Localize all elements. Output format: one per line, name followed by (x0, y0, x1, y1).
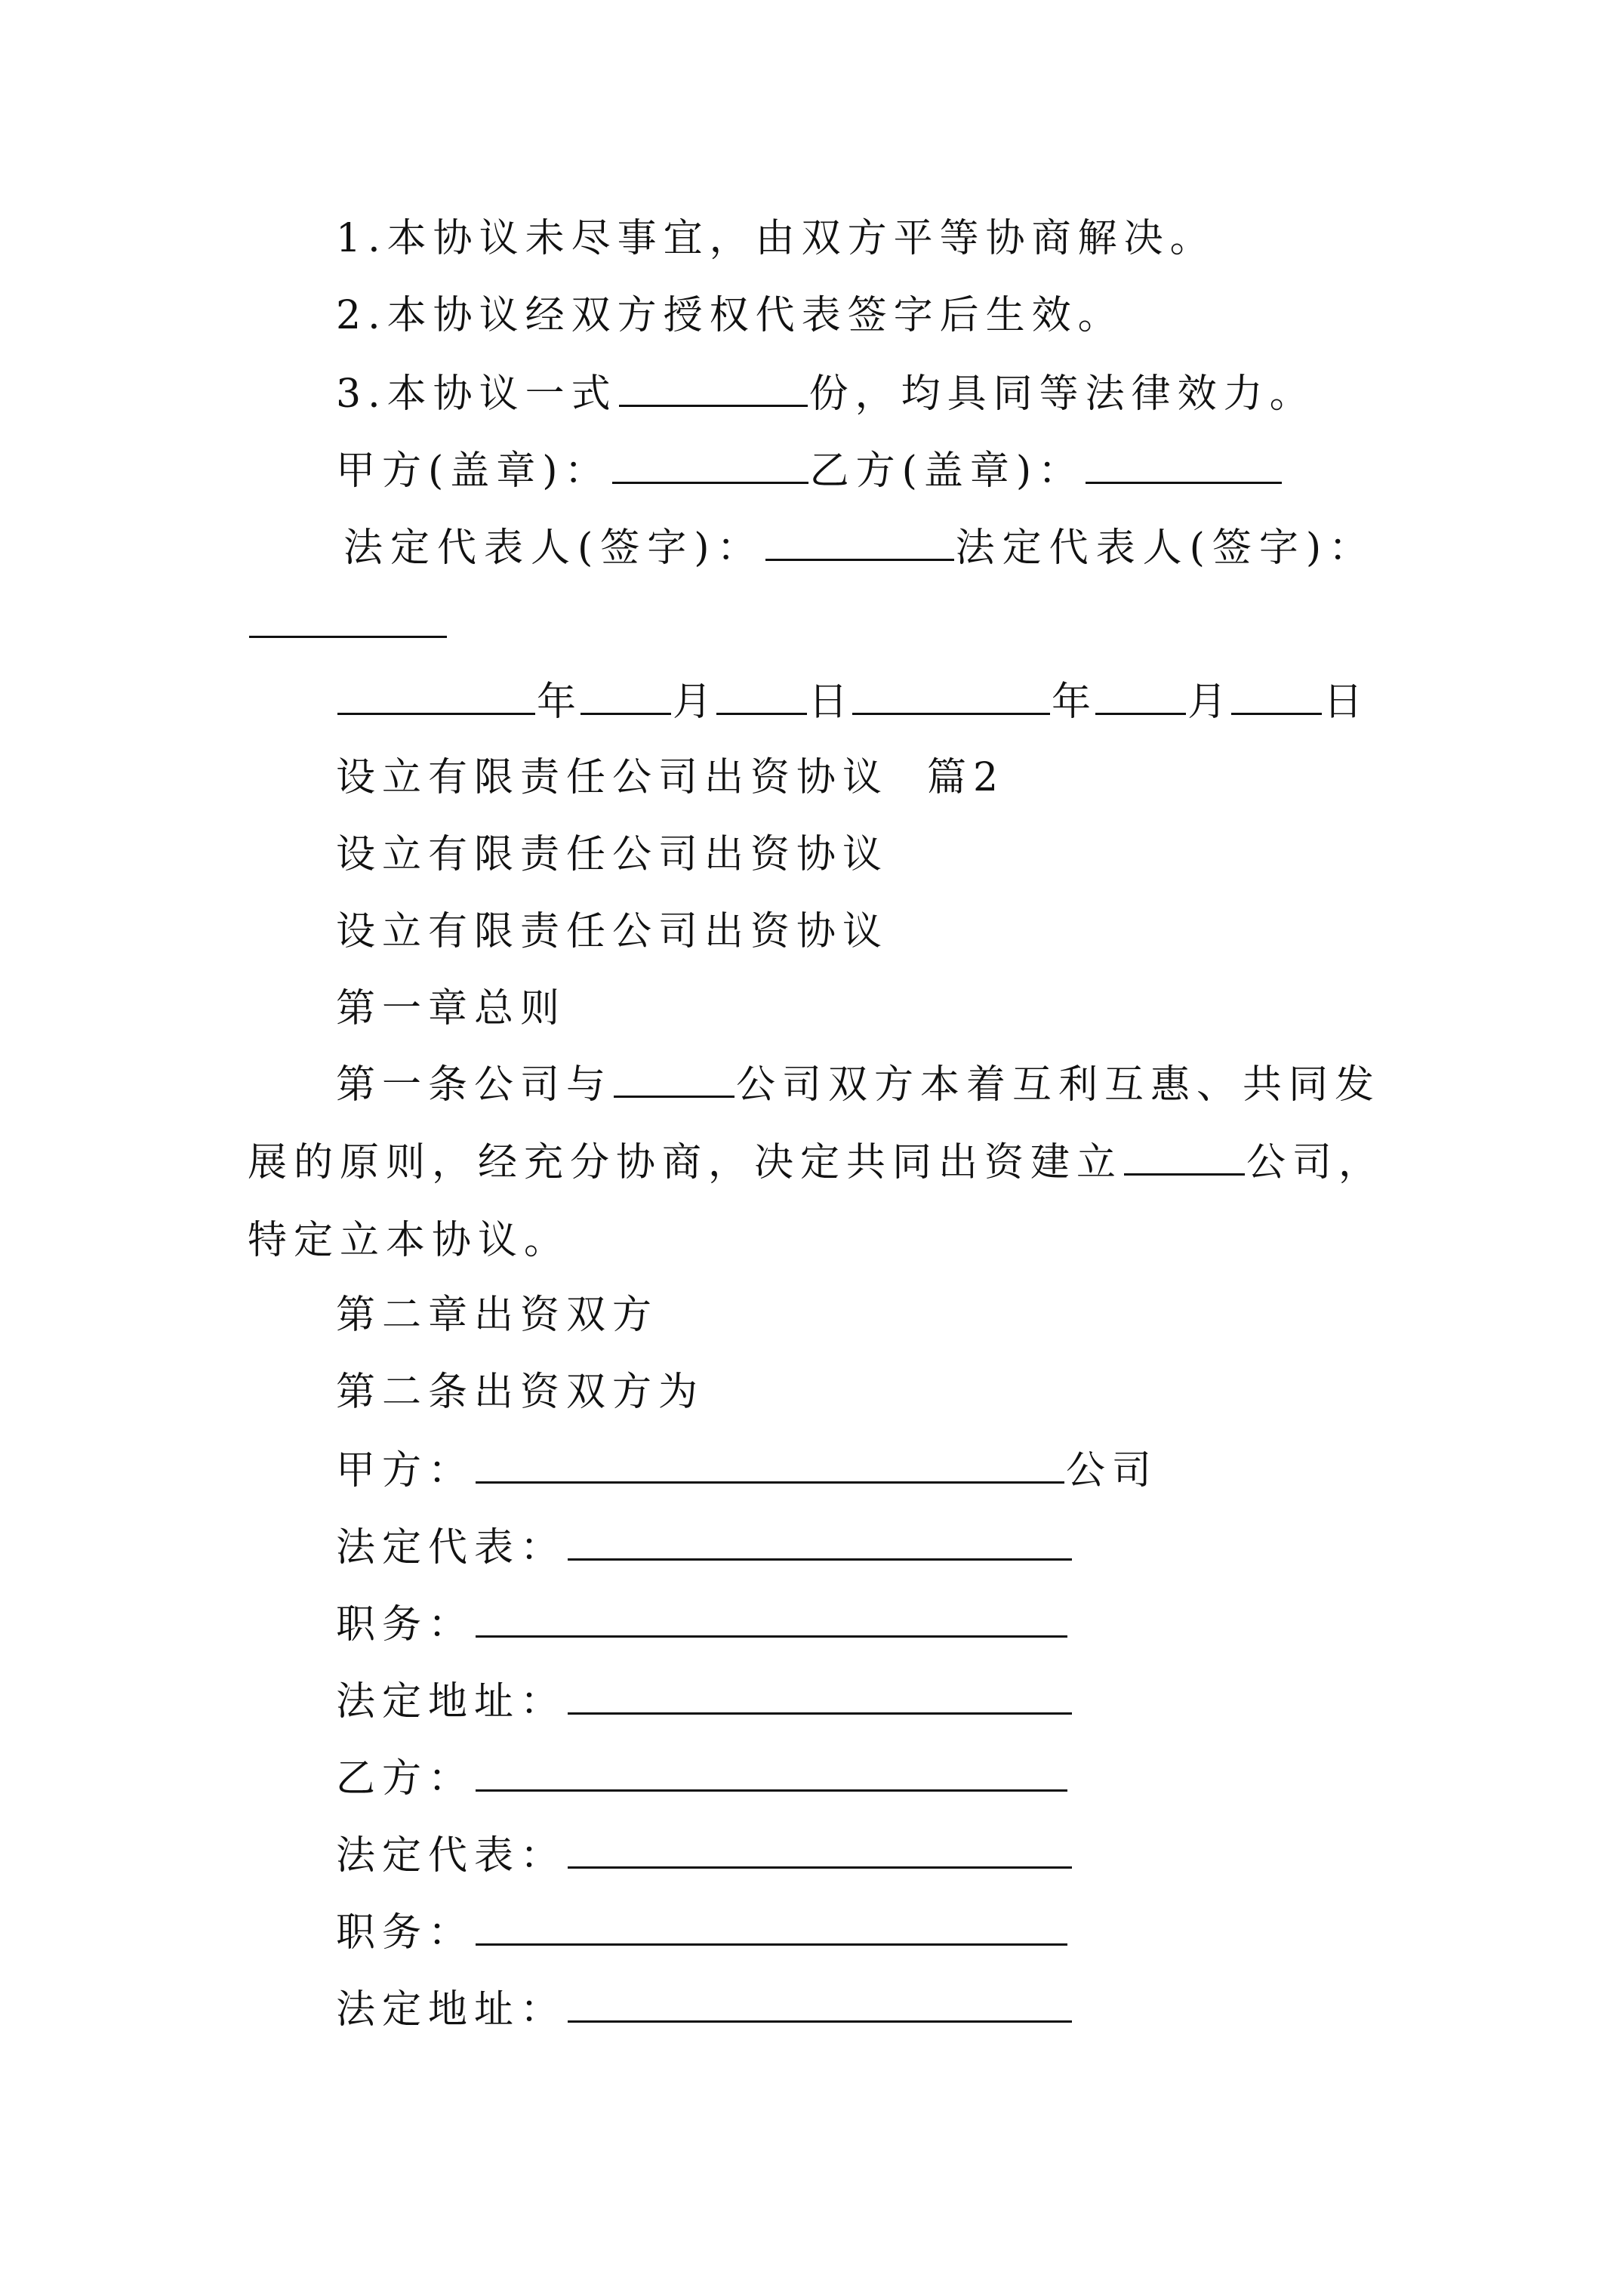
date-a-month-label: 月 (673, 680, 716, 725)
clause-2: 2.本协议经双方授权代表签字后生效。 (336, 293, 1124, 338)
party-b-label: 乙方： (336, 1756, 475, 1801)
party-a-label: 甲方： (336, 1448, 475, 1493)
seal-line (336, 447, 1283, 494)
date-line (336, 678, 1366, 725)
party-a-rep-sign-label: 法定代表人(签字)： (343, 525, 764, 571)
party-a-line (336, 1447, 1158, 1493)
date-b-year-blank[interactable] (852, 678, 1050, 715)
date-b-day-blank[interactable] (1231, 678, 1322, 715)
article-2: 第二条出资双方为 (336, 1370, 705, 1415)
signature-line (343, 524, 1375, 571)
party-b-position-line (336, 1909, 1069, 1955)
party-a-address-blank[interactable] (568, 1678, 1072, 1715)
party-b-address-blank[interactable] (568, 1986, 1072, 2023)
party-a-rep-blank[interactable] (568, 1524, 1072, 1561)
party-b-rep-blank[interactable] (568, 1832, 1072, 1869)
party-a-rep-sign-blank[interactable] (765, 524, 954, 561)
party-a-position-line (336, 1601, 1069, 1647)
chapter-2-heading: 第二章出资双方 (336, 1293, 659, 1338)
agreement-title-2: 设立有限责任公司出资协议 (336, 909, 889, 954)
date-b-month-label: 月 (1187, 680, 1230, 725)
party-b-position-label: 职务： (336, 1910, 475, 1955)
party-a-name-blank[interactable] (476, 1447, 1064, 1484)
party-a-position-blank[interactable] (476, 1601, 1067, 1638)
party-a-rep-label: 法定代表： (336, 1525, 567, 1570)
party-b-rep-sign-blank[interactable] (249, 601, 447, 638)
party-b-address-line (336, 1986, 1073, 2032)
party-b-rep-sign-label: 法定代表人(签字)： (955, 525, 1376, 571)
date-b-month-blank[interactable] (1095, 678, 1186, 715)
date-a-month-blank[interactable] (581, 678, 671, 715)
party-b-seal-label: 乙方(盖章)： (809, 448, 1085, 494)
clause-1: 1.本协议未尽事宜，由双方平等协商解决。 (336, 216, 1216, 261)
article-1-text-a: 第一条公司与 (336, 1062, 613, 1108)
party-a-address-label: 法定地址： (336, 1679, 567, 1724)
date-a-year-blank[interactable] (337, 678, 535, 715)
clause-3-text-b: 份，均具同等法律效力。 (808, 371, 1316, 417)
agreement-title-1: 设立有限责任公司出资协议 (336, 832, 889, 877)
date-b-day-label: 日 (1323, 680, 1366, 725)
company-a-name-blank[interactable] (614, 1061, 735, 1098)
date-b-year-label: 年 (1052, 680, 1095, 725)
article-1-text-b: 公司双方本着互利互惠、共同发展的原则，经充分协商，决定共同出资建立 (248, 1062, 1381, 1185)
party-b-rep-label: 法定代表： (336, 1833, 567, 1878)
date-a-day-blank[interactable] (716, 678, 807, 715)
article-1-text-c: 公司，特定立本协议。 (248, 1140, 1385, 1263)
copies-blank[interactable] (619, 370, 808, 407)
party-a-seal-label: 甲方(盖章)： (336, 448, 611, 494)
party-a-rep-line (336, 1524, 1073, 1570)
new-company-name-blank[interactable] (1124, 1139, 1245, 1176)
party-a-position-label: 职务： (336, 1602, 475, 1647)
party-b-seal-blank[interactable] (1086, 447, 1282, 484)
chapter-1-heading: 第一章总则 (336, 986, 567, 1031)
article-1 (248, 1046, 1387, 1280)
party-b-address-label: 法定地址： (336, 1987, 567, 2032)
section-title: 设立有限责任公司出资协议 篇2 (336, 755, 1006, 800)
party-a-suffix: 公司 (1066, 1448, 1159, 1493)
party-b-line (336, 1755, 1069, 1801)
party-a-seal-blank[interactable] (612, 447, 808, 484)
date-a-year-label: 年 (537, 680, 580, 725)
party-a-address-line (336, 1678, 1073, 1724)
clause-3 (336, 370, 1316, 417)
signature-continuation (248, 601, 448, 648)
party-b-rep-line (336, 1832, 1073, 1878)
clause-3-text-a: 3.本协议一式 (336, 371, 617, 417)
date-a-day-label: 日 (808, 680, 852, 725)
party-b-name-blank[interactable] (476, 1755, 1067, 1792)
party-b-position-blank[interactable] (476, 1909, 1067, 1946)
